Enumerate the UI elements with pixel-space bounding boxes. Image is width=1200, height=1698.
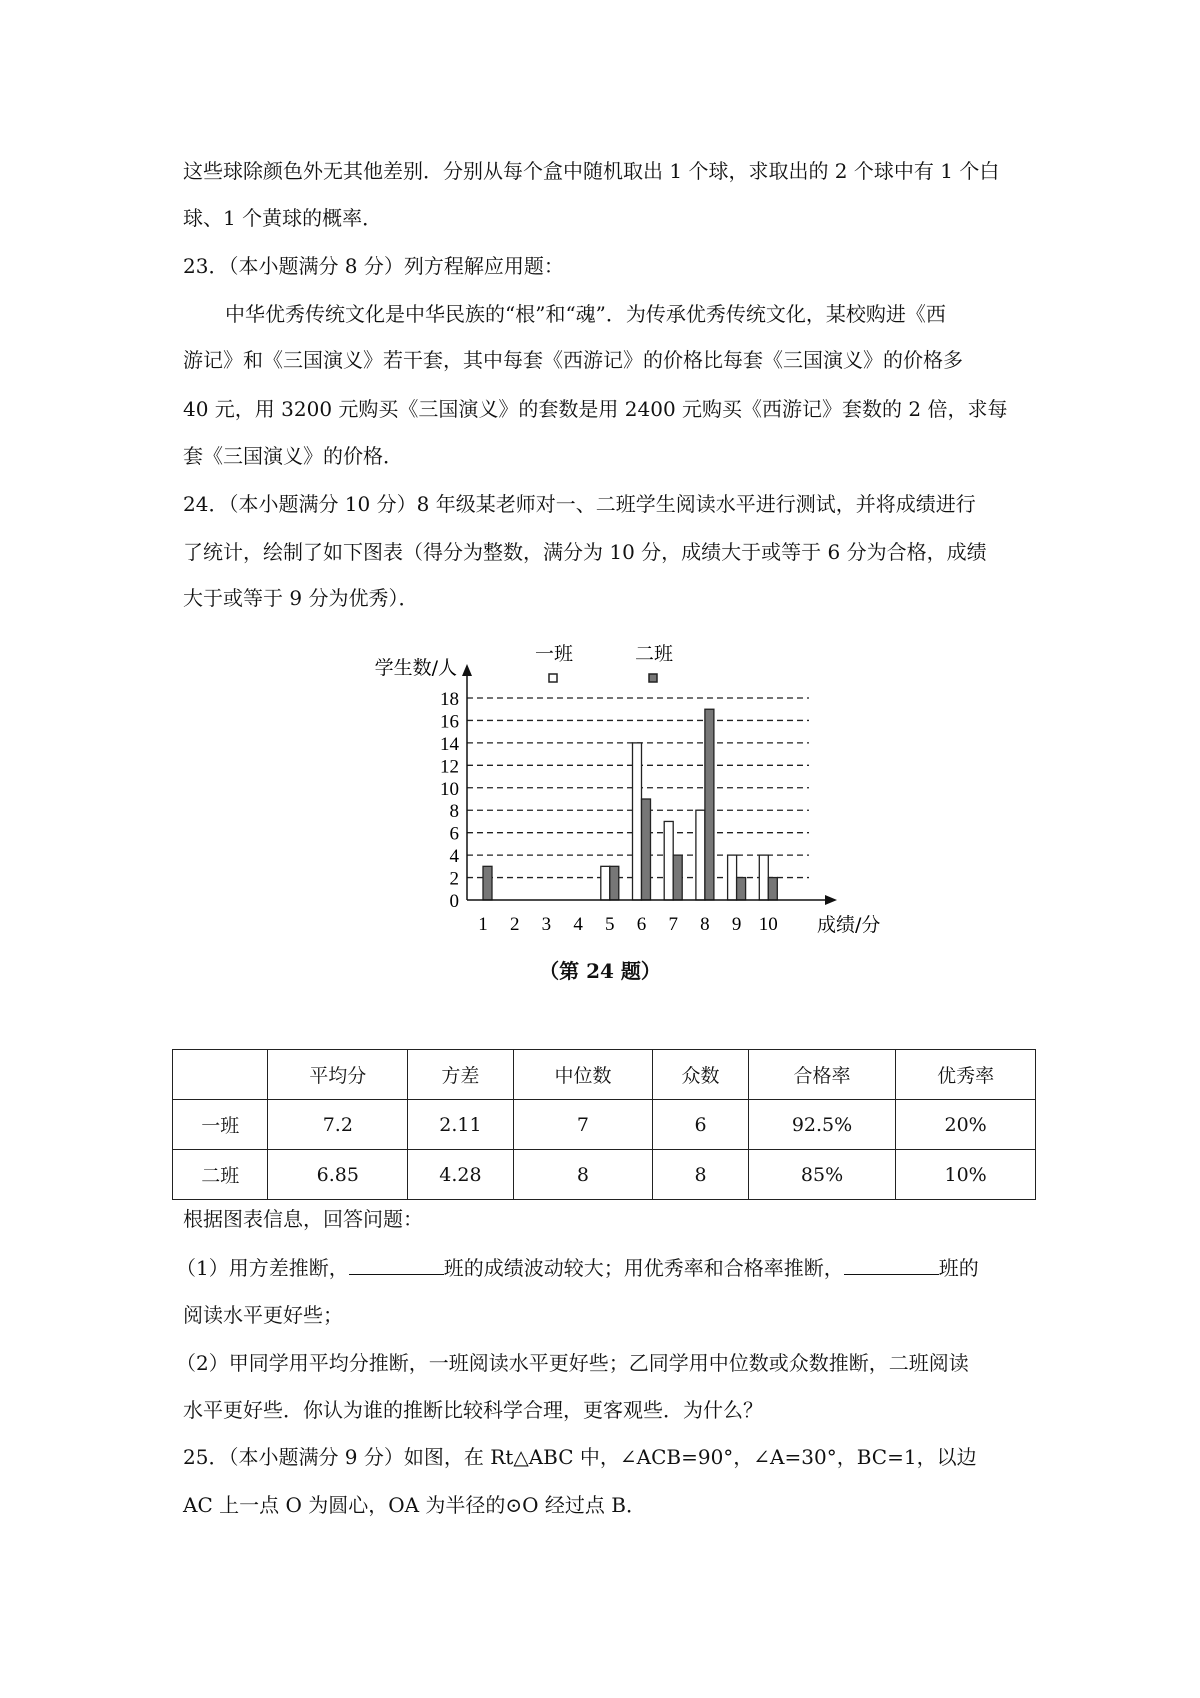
bar-class1: [633, 743, 642, 900]
x-axis-arrow: [825, 895, 837, 905]
header-cell: 优秀率: [896, 1050, 1036, 1100]
header-cell: [173, 1050, 268, 1100]
bar-class2: [705, 709, 714, 900]
stats-table: [172, 1049, 1036, 1200]
header-cell: 平均分: [268, 1050, 408, 1100]
header-cell: 中位数: [513, 1050, 653, 1100]
text-line: 套《三国演义》的价格．: [183, 444, 403, 468]
table-cell: 8: [513, 1150, 653, 1200]
header-cell: 众数: [653, 1050, 748, 1100]
question-part-1: [176, 1254, 979, 1281]
question-25-title: 25．（本小题满分 9 分）如图，在 Rt△ABC 中，∠ACB=90°，∠A=30°，BC=1，以边: [183, 1445, 977, 1469]
table-cell: 10%: [896, 1150, 1036, 1200]
answer-blank[interactable]: [349, 1254, 444, 1275]
bar-class2: [483, 866, 492, 900]
x-tick-label: 9: [731, 914, 742, 935]
x-tick-label: 7: [668, 914, 678, 935]
y-tick-label: 8: [449, 801, 459, 823]
legend-label: 二班: [635, 643, 674, 665]
y-axis-arrow: [462, 664, 472, 676]
table-cell: 一班: [173, 1100, 268, 1150]
table-row: [173, 1100, 1036, 1150]
table-row: [173, 1150, 1036, 1200]
bar-class2: [673, 855, 682, 900]
x-tick-label: 3: [541, 914, 552, 935]
x-tick-label: 4: [573, 914, 583, 935]
y-tick-label: 4: [449, 846, 459, 868]
text-line: 根据图表信息，回答问题：: [183, 1207, 423, 1231]
y-tick-label: 12: [440, 756, 459, 778]
x-tick-label: 2: [509, 914, 520, 935]
text-line: 40 元，用 3200 元购买《三国演义》的套数是用 2400 元购买《西游记》套数的 2 倍，求每: [183, 397, 1008, 421]
question-23-title: 23．（本小题满分 8 分）列方程解应用题：: [183, 254, 564, 278]
table-cell: 4.28: [408, 1150, 513, 1200]
text: 班的: [938, 1256, 979, 1280]
bar-class1: [601, 866, 610, 900]
text: 班的成绩波动较大；用优秀率和合格率推断，: [443, 1256, 844, 1280]
table-cell: 7: [513, 1100, 653, 1150]
text-line: 水平更好些．你认为谁的推断比较科学合理，更客观些．为什么？: [183, 1398, 763, 1422]
y-tick-label: 6: [449, 823, 459, 845]
text-line: 了统计，绘制了如下图表（得分为整数，满分为 10 分，成绩大于或等于 6 分为合格，成绩: [183, 540, 987, 564]
x-tick-label: 6: [636, 914, 647, 935]
question-part-2: （2）甲同学用平均分推断，一班阅读水平更好些；乙同学用中位数或众数推断，二班阅读: [176, 1351, 969, 1375]
y-tick-label: 14: [440, 733, 459, 755]
table-cell: 二班: [173, 1150, 268, 1200]
table-cell: 7.2: [268, 1100, 408, 1150]
table-cell: 8: [653, 1150, 748, 1200]
text: （1）用方差推断，: [176, 1256, 349, 1280]
bar-class1: [696, 810, 705, 900]
bar-class2: [768, 878, 777, 900]
bar-class2: [737, 878, 746, 900]
table-header-row: [173, 1050, 1036, 1100]
bar-chart: [340, 640, 881, 940]
text-line: AC 上一点 O 为圆心，OA 为半径的⊙O 经过点 B．: [183, 1493, 646, 1517]
x-tick-label: 1: [478, 914, 488, 935]
question-24-title: 24．（本小题满分 10 分）8 年级某老师对一、二班学生阅读水平进行测试，并将成绩进行: [183, 492, 976, 516]
text-line: 中华优秀传统文化是中华民族的“根”和“魂”．为传承优秀传统文化，某校购进《西: [225, 302, 946, 326]
answer-blank[interactable]: [844, 1254, 939, 1275]
bar-class1: [664, 821, 673, 900]
text-line: 游记》和《三国演义》若干套，其中每套《西游记》的价格比每套《三国演义》的价格多: [183, 348, 963, 372]
text-line: 这些球除颜色外无其他差别．分别从每个盒中随机取出 1 个球，求取出的 2 个球中有 1 个白: [183, 159, 1000, 183]
y-tick-label: 0: [449, 891, 459, 912]
bar-class1: [759, 855, 768, 900]
table-cell: 92.5%: [748, 1100, 895, 1150]
legend-swatch: [649, 674, 657, 682]
legend-label: 一班: [535, 643, 574, 665]
table-cell: 2.11: [408, 1100, 513, 1150]
x-tick-label: 10: [758, 914, 778, 935]
bar-class1: [728, 855, 737, 900]
legend-swatch: [549, 674, 557, 682]
text-line: 阅读水平更好些；: [183, 1303, 343, 1327]
y-tick-label: 2: [449, 868, 459, 890]
header-cell: 方差: [408, 1050, 513, 1100]
x-tick-label: 5: [605, 914, 615, 935]
y-axis-label: 学生数/人: [374, 657, 457, 679]
table-cell: 20%: [896, 1100, 1036, 1150]
table-cell: 85%: [748, 1150, 895, 1200]
bar-class2: [610, 866, 619, 900]
x-axis-label: 成绩/分: [817, 914, 881, 936]
y-tick-label: 10: [440, 778, 459, 800]
header-cell: 合格率: [748, 1050, 895, 1100]
x-tick-label: 8: [700, 914, 710, 935]
figure-caption: （第 24 题）: [539, 959, 661, 983]
table-cell: 6: [653, 1100, 748, 1150]
text-line: 大于或等于 9 分为优秀）．: [183, 586, 419, 610]
text-line: 球、1 个黄球的概率．: [183, 206, 383, 230]
y-tick-label: 18: [440, 689, 459, 710]
y-tick-label: 16: [440, 711, 459, 733]
bar-class2: [642, 799, 651, 900]
table-cell: 6.85: [268, 1150, 408, 1200]
